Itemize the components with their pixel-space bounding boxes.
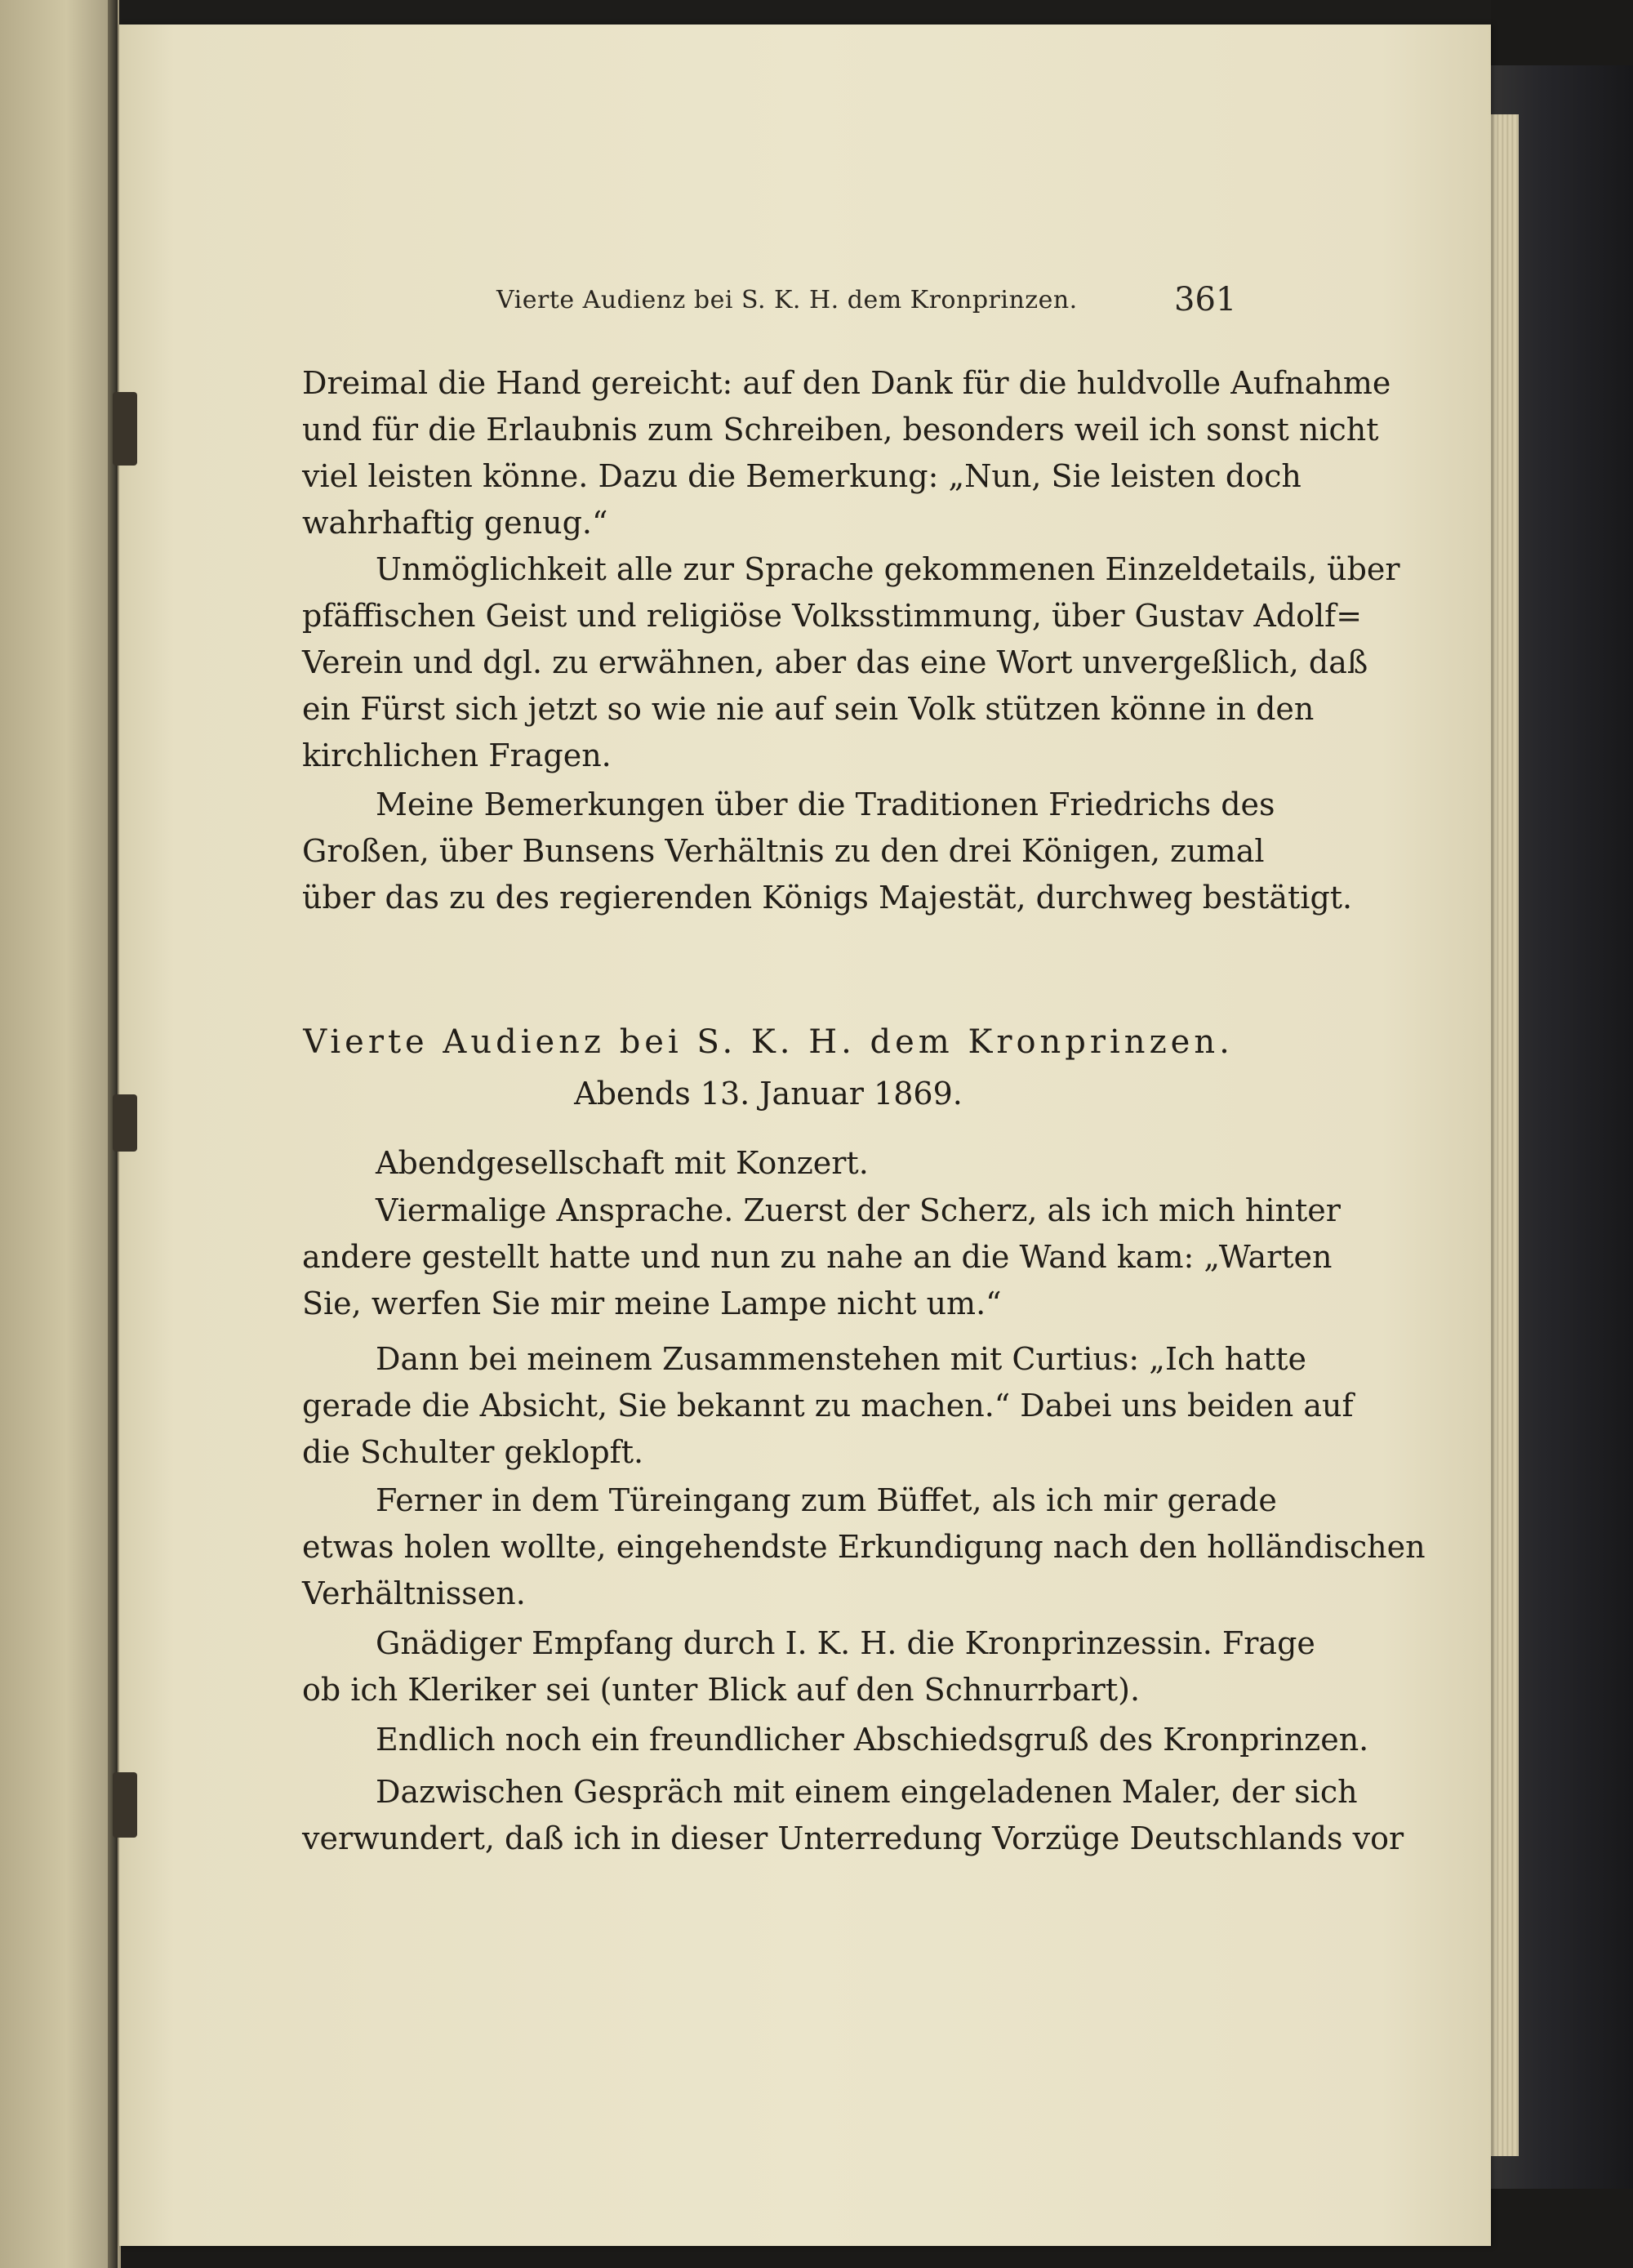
text-line: Großen, über Bunsens Verhältnis zu den drei Königen, zumal bbox=[302, 833, 1265, 869]
text-line: Viermalige Ansprache. Zuerst der Scherz, als ich mich hinter bbox=[376, 1192, 1341, 1228]
binding-thread-mark bbox=[113, 1772, 137, 1838]
text-line: ein Fürst sich jetzt so wie nie auf sein Volk stützen könne in den bbox=[302, 691, 1315, 727]
section-title: Vierte Audienz bei S. K. H. dem Kronprinzen. bbox=[303, 1023, 1234, 1061]
text-line: Abendgesellschaft mit Konzert. bbox=[376, 1145, 869, 1181]
text-line: Verhältnissen. bbox=[302, 1575, 526, 1611]
text-line: etwas holen wollte, eingehendste Erkundigung nach den holländischen bbox=[302, 1529, 1426, 1565]
text-line: Meine Bemerkungen über die Traditionen Friedrichs des bbox=[376, 786, 1275, 822]
text-line: Verein und dgl. zu erwähnen, aber das eine Wort unvergeßlich, daß bbox=[302, 644, 1368, 680]
text-line: viel leisten könne. Dazu die Bemerkung: „Nun, Sie leisten doch bbox=[302, 458, 1302, 494]
text-line: Dreimal die Hand gereicht: auf den Dank für die huldvolle Aufnahme bbox=[302, 365, 1391, 401]
text-line: pfäffischen Geist und religiöse Volksstimmung, über Gustav Adolf= bbox=[302, 598, 1363, 634]
binding-thread-mark bbox=[113, 1094, 137, 1152]
section-date: Abends 13. Januar 1869. bbox=[574, 1076, 963, 1112]
text-line: Gnädiger Empfang durch I. K. H. die Kronprinzessin. Frage bbox=[376, 1625, 1315, 1661]
text-line: und für die Erlaubnis zum Schreiben, besonders weil ich sonst nicht bbox=[302, 412, 1379, 448]
text-line: Sie, werfen Sie mir meine Lampe nicht um.“ bbox=[302, 1285, 1002, 1321]
text-line: Unmöglichkeit alle zur Sprache gekommenen Einzeldetails, über bbox=[376, 551, 1400, 587]
text-line: Dann bei meinem Zusammenstehen mit Curtius: „Ich hatte bbox=[376, 1341, 1306, 1377]
text-line: kirchlichen Fragen. bbox=[302, 737, 612, 773]
book-page bbox=[119, 25, 1491, 2246]
page-number: 361 bbox=[1174, 281, 1237, 319]
text-line: die Schulter geklopft. bbox=[302, 1434, 644, 1470]
text-line: Dazwischen Gespräch mit einem eingeladenen Maler, der sich bbox=[376, 1774, 1358, 1810]
facing-page-edge bbox=[0, 0, 121, 2268]
text-line: wahrhaftig genug.“ bbox=[302, 505, 608, 541]
top-shadow bbox=[119, 0, 1491, 25]
text-line: ob ich Kleriker sei (unter Blick auf den Schnurrbart). bbox=[302, 1672, 1141, 1708]
text-line: Ferner in dem Türeingang zum Büffet, als ich mir gerade bbox=[376, 1482, 1277, 1518]
text-line: andere gestellt hatte und nun zu nahe an die Wand kam: „Warten bbox=[302, 1239, 1333, 1275]
text-line: gerade die Absicht, Sie bekannt zu machen.“ Dabei uns beiden auf bbox=[302, 1388, 1354, 1424]
text-line: Endlich noch ein freundlicher Abschiedsgruß des Kronprinzen. bbox=[376, 1722, 1369, 1758]
binding-thread-mark bbox=[113, 392, 137, 466]
text-line: verwundert, daß ich in dieser Unterredung Vorzüge Deutschlands vor bbox=[302, 1820, 1404, 1856]
text-line: über das zu des regierenden Königs Majestät, durchweg bestätigt. bbox=[302, 880, 1353, 916]
running-header: Vierte Audienz bei S. K. H. dem Kronprinzen. bbox=[496, 286, 1078, 314]
